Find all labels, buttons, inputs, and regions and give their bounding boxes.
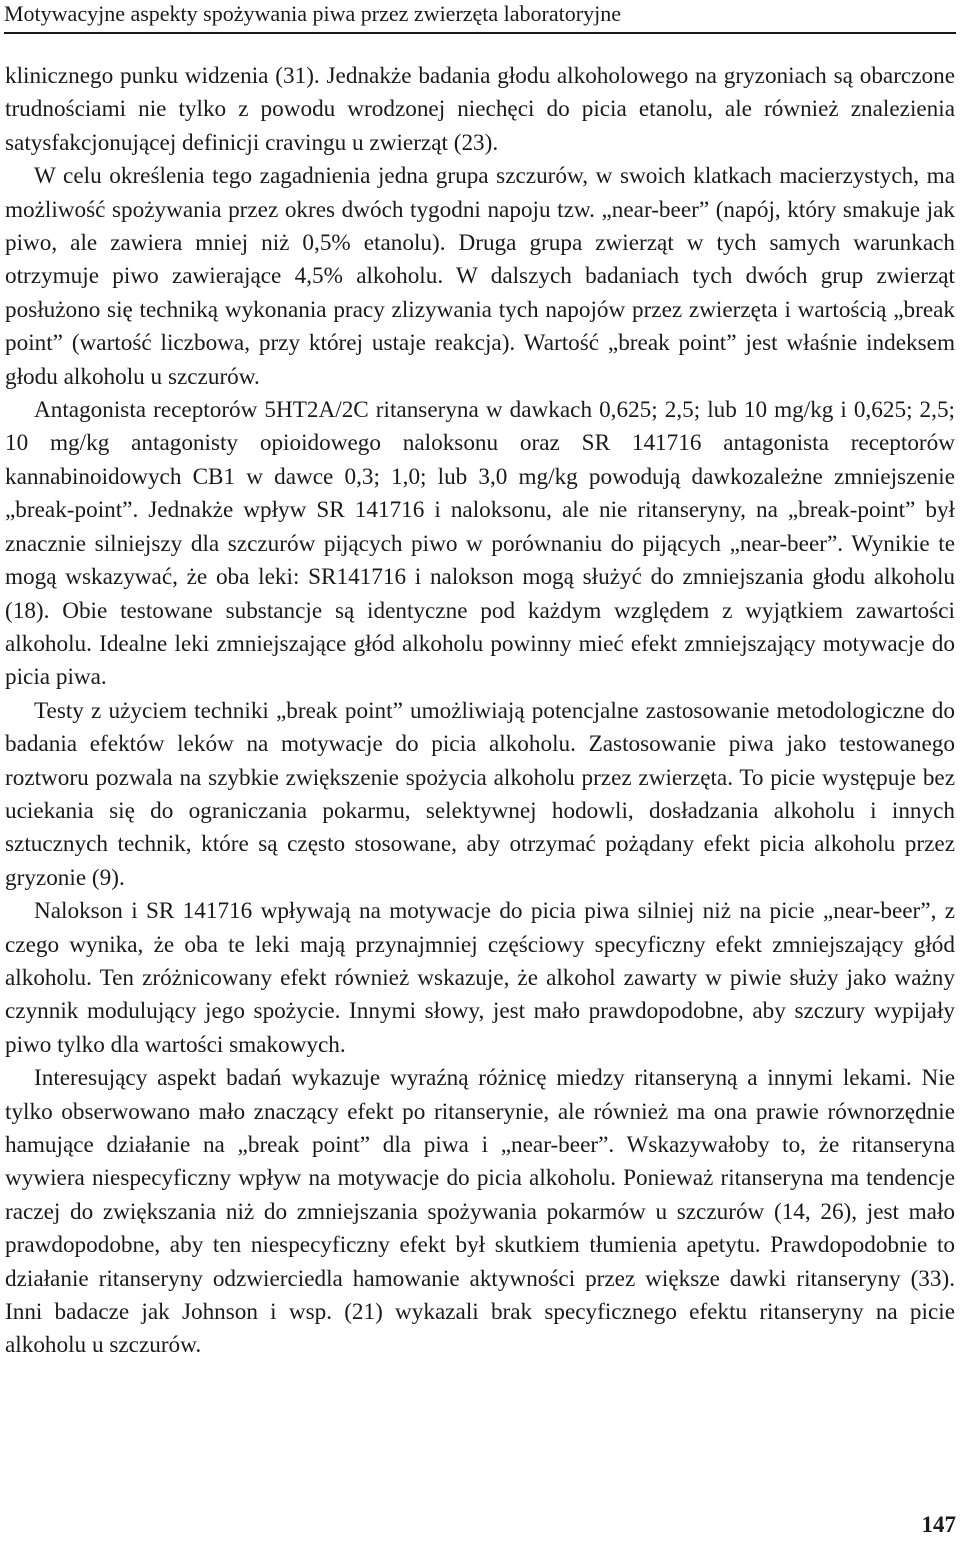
running-header: Motywacyjne aspekty spożywania piwa przez zwierzęta laboratoryjne	[4, 0, 956, 34]
paragraph: W celu określenia tego zagadnienia jedna grupa szczurów, w swoich klatkach macierzystych, ma możliwość spożywania przez okres dwóch tygodni napoju tzw. „near-beer” (napój, który smakuje jak piwo, ale zawiera mniej niż 0,5% etanolu). Druga grupa zwierząt w tych samych warunkach otrzymuje piwo zawierające 4,5% alkoholu. W dalszych badaniach tych dwóch grup zwierząt posłużono się techniką wykonania pracy zlizywania tych napojów przez zwierzęta i wartością „break point” (wartość liczbowa, przy której ustaje reakcja). Wartość „break point” jest właśnie indeksem głodu alkoholu u szczurów.	[5, 163, 955, 390]
article-body	[5, 60, 955, 1363]
page-number: 147	[921, 1512, 956, 1537]
paragraph: Testy z użyciem techniki „break point” umożliwiają potencjalne zastosowanie metodologiczne do badania efektów leków na motywacje do picia alkoholu. Zastosowanie piwa jako testowanego roztworu pozwala na szybkie zwiększenie spożycia alkoholu przez zwierzęta. To picie występuje bez uciekania się do ograniczania pokarmu, selektywnej hodowli, dosładzania alkoholu i innych sztucznych technik, które są często stosowane, aby otrzymać pożądany efekt picia alkoholu przez gryzonie (9).	[5, 697, 955, 891]
paragraph: Nalokson i SR 141716 wpływają na motywacje do picia piwa silniej niż na picie „near-beer”, z czego wynika, że oba te leki mają przynajmniej częściowy specyficzny efekt zmniejszający głód alkoholu. Ten zróżnicowany efekt również wskazuje, że alkohol zawarty w piwie służy jako ważny czynnik modulujący jego spożycie. Innymi słowy, jest mało prawdopodobne, aby szczury wypijały piwo tylko dla wartości smakowych.	[5, 898, 955, 1058]
paragraph: Antagonista receptorów 5HT2A/2C ritanseryna w dawkach 0,625; 2,5; lub 10 mg/kg i 0,625; 2,5; 10 mg/kg antagonisty opioidowego naloksonu oraz SR 141716 antagonista receptorów kannabinoidowych CB1 w dawce 0,3; 1,0; lub 3,0 mg/kg powodują dawkozależne zmniejszenie „break-point”. Jednakże wpływ SR 141716 i naloksonu, ale nie ritanseryny, na „break-point” był znacznie silniejszy dla szczurów pijących piwo w porównaniu do pijących „near-beer”. Wynikie te mogą wskazywać, że oba leki: SR141716 i nalokson mogą służyć do zmniejszania głodu alkoholu (18). Obie testowane substancje są identyczne pod każdym względem z wyjątkiem zawartości alkoholu. Idealne leki zmniejszające głód alkoholu powinny mieć efekt zmniejszający motywacje do picia piwa.	[5, 397, 955, 691]
paragraph: Interesujący aspekt badań wykazuje wyraźną różnicę miedzy ritanseryną a innymi lekami. Nie tylko obserwowano mało znaczący efekt po ritanserynie, ale również ma ona prawie równorzędnie hamujące działanie na „break point” dla piwa i „near-beer”. Wskazywałoby to, że ritanseryna wywiera niespecyficzny wpływ na motywacje do picia alkoholu. Ponieważ ritanseryna ma tendencje raczej do zwiększania niż do zmniejszania spożywania pokarmów u szczurów (14, 26), jest mało prawdopodobne, aby ten niespecyficzny efekt był skutkiem tłumienia apetytu. Prawdopodobnie to działanie ritanseryny odzwierciedla hamowanie aktywności przez większe dawki ritanseryny (33). Inni badacze jak Johnson i wsp. (21) wykazali brak specyficznego efektu ritanseryny na picie alkoholu u szczurów.	[5, 1065, 955, 1359]
paragraph-continued: klinicznego punku widzenia (31). Jednakże badania głodu alkoholowego na gryzoniach są obarczone trudnościami nie tylko z powodu wrodzonej niechęci do picia etanolu, ale również znalezienia satysfakcjonującej definicji cravingu u zwierząt (23).	[5, 63, 955, 156]
